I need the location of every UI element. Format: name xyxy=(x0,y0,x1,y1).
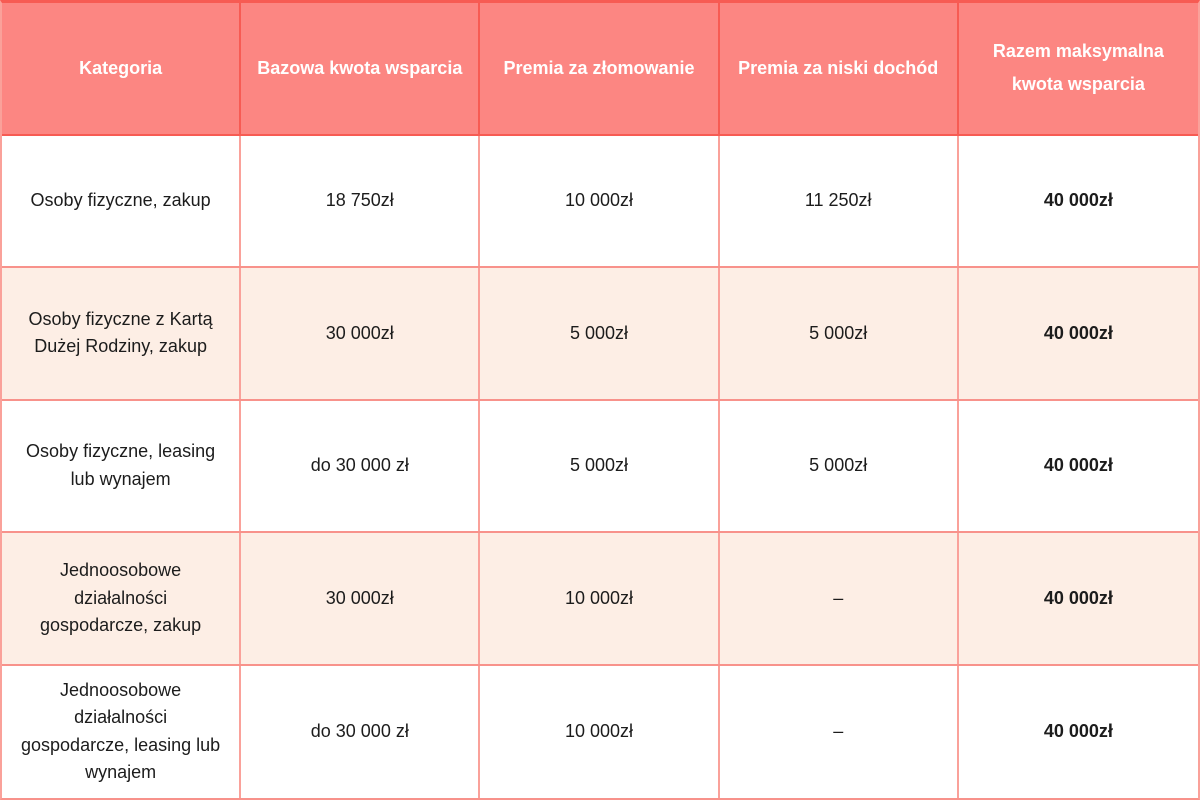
cell-base-amount: 18 750zł xyxy=(241,136,480,267)
header-category: Kategoria xyxy=(2,3,241,134)
cell-low-income-bonus: 5 000zł xyxy=(720,268,959,399)
cell-base-amount: do 30 000 zł xyxy=(241,666,480,799)
header-scrap-bonus: Premia za złomowanie xyxy=(480,3,719,134)
cell-scrap-bonus: 10 000zł xyxy=(480,533,719,664)
header-total-max: Razem maksymalna kwota wsparcia xyxy=(959,3,1198,134)
table-row xyxy=(2,666,1198,799)
header-low-income-bonus: Premia za niski dochód xyxy=(720,3,959,134)
cell-category: Osoby fizyczne, leasing lub wynajem xyxy=(2,401,241,532)
cell-category: Jednoosobowe działalności gospodarcze, leasing lub wynajem xyxy=(2,666,241,799)
cell-scrap-bonus: 10 000zł xyxy=(480,666,719,799)
table-row xyxy=(2,533,1198,666)
cell-base-amount: 30 000zł xyxy=(241,533,480,664)
cell-low-income-bonus: – xyxy=(720,533,959,664)
cell-category: Osoby fizyczne z Kartą Dużej Rodziny, zakup xyxy=(2,268,241,399)
cell-base-amount: 30 000zł xyxy=(241,268,480,399)
cell-low-income-bonus: – xyxy=(720,666,959,799)
cell-base-amount: do 30 000 zł xyxy=(241,401,480,532)
cell-total-max: 40 000zł xyxy=(1043,190,1113,211)
cell-scrap-bonus: 10 000zł xyxy=(480,136,719,267)
table-row xyxy=(2,136,1198,269)
cell-scrap-bonus: 5 000zł xyxy=(480,268,719,399)
cell-total-max: 40 000zł xyxy=(1043,587,1113,608)
table-header-row xyxy=(2,3,1198,136)
cell-category: Jednoosobowe działalności gospodarcze, zakup xyxy=(2,533,241,664)
table-row xyxy=(2,401,1198,534)
cell-total-max: 40 000zł xyxy=(1043,455,1113,476)
cell-scrap-bonus: 5 000zł xyxy=(480,401,719,532)
cell-category: Osoby fizyczne, zakup xyxy=(2,136,241,267)
header-base-amount: Bazowa kwota wsparcia xyxy=(241,3,480,134)
cell-low-income-bonus: 5 000zł xyxy=(720,401,959,532)
table-row xyxy=(2,268,1198,401)
cell-total-max: 40 000zł xyxy=(1043,322,1113,343)
cell-total-max: 40 000zł xyxy=(1043,721,1113,742)
cell-low-income-bonus: 11 250zł xyxy=(720,136,959,267)
